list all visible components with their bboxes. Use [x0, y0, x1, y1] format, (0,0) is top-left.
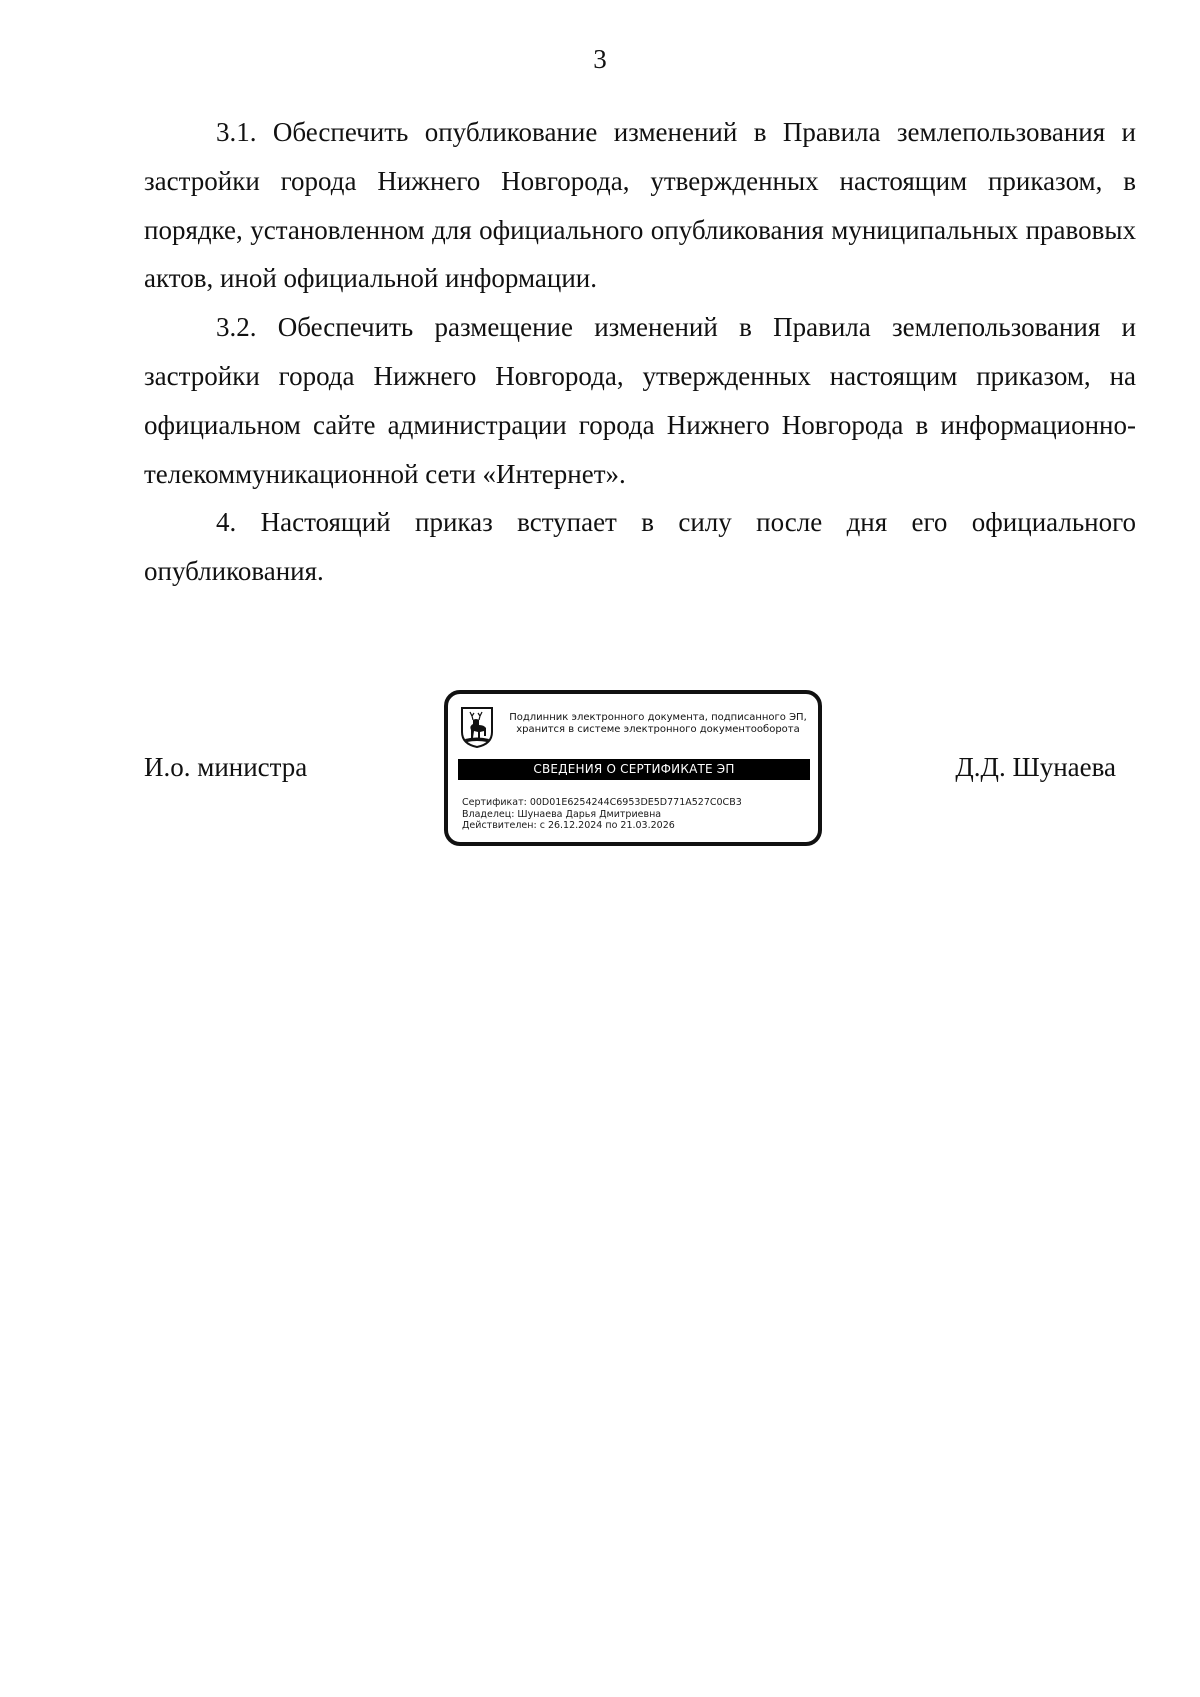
signatory-position: И.о. министра — [144, 752, 308, 782]
stamp-title-bar: СВЕДЕНИЯ О СЕРТИФИКАТЕ ЭП — [458, 759, 810, 780]
page-number: 3 — [593, 44, 607, 74]
paragraph-3-2: 3.2. Обеспечить размещение изменений в Правила землепользования и застройки города Нижнего Новгорода, утвержденных настоящим приказом, на официальном сайте администрации города Нижнего Новгорода в информационно-телекоммуникационной сети «Интернет». — [144, 312, 1136, 489]
electronic-signature-stamp — [444, 690, 822, 846]
stamp-header-line1: Подлинник электронного документа, подписанного ЭП, — [509, 712, 807, 723]
document-body — [144, 108, 1136, 596]
certificate-validity: Действителен: с 26.12.2024 по 21.03.2026 — [462, 820, 675, 831]
certificate-owner: Владелец: Шунаева Дарья Дмитриевна — [462, 808, 662, 820]
stamp-header — [498, 712, 818, 736]
paragraph-4: 4. Настоящий приказ вступает в силу после дня его официального опубликования. — [144, 507, 1136, 587]
stamp-header-line2: хранится в системе электронного документооборота — [516, 724, 800, 735]
signatory-name: Д.Д. Шунаева — [955, 752, 1116, 782]
deer-coat-of-arms-icon — [460, 706, 494, 748]
signature-block — [144, 690, 1116, 850]
paragraph-3-1: 3.1. Обеспечить опубликование изменений в Правила землепользования и застройки города Нижнего Новгорода, утвержденных настоящим приказом, в порядке, установленном для официального опубликования муниципальных правовых актов, иной официальной информации. — [144, 117, 1136, 294]
certificate-number: Сертификат: 00D01E6254244C6953DE5D771A527C0CB3 — [462, 797, 742, 808]
stamp-details — [462, 797, 742, 832]
